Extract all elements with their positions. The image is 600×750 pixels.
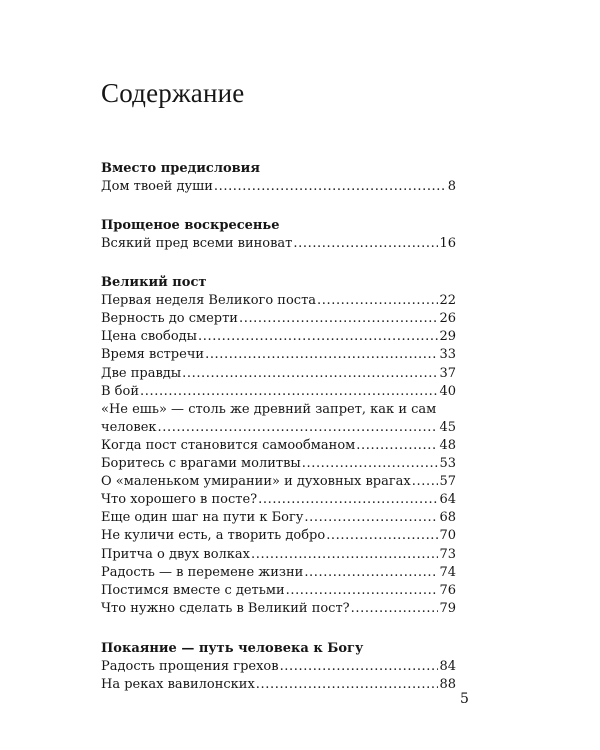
dot-leader [205, 346, 438, 364]
entry-title: О «маленьком умирании» и духовных врагах [101, 474, 411, 490]
toc-entry [101, 509, 456, 527]
dot-leader [317, 292, 438, 310]
toc-entry [101, 564, 456, 582]
toc-entry [101, 328, 456, 346]
entry-page: 74 [439, 564, 456, 580]
entry-page: 33 [439, 347, 456, 363]
entry-page: 45 [439, 419, 456, 435]
entry-title: Радость — в перемене жизни [101, 564, 304, 580]
dot-leader [302, 455, 439, 473]
dot-leader [351, 600, 439, 618]
entry-title: человек [101, 419, 157, 435]
entry-title: Первая неделя Великого поста [101, 293, 317, 309]
entry-page: 29 [439, 329, 456, 345]
entry-title: На реках вавилонских [101, 676, 255, 692]
section-heading: Прощеное воскресенье [101, 218, 280, 234]
entry-title: Еще один шаг на пути к Богу [101, 510, 304, 526]
entry-title-first-line: «Не ешь» — столь же древний запрет, как и сам [101, 401, 437, 417]
dot-leader [158, 419, 439, 437]
entry-page: 8 [447, 179, 456, 194]
section-heading: Покаяние — путь человека к Богу [101, 640, 364, 656]
section-heading: Вместо предисловия [101, 161, 260, 176]
dot-leader [198, 328, 438, 346]
entry-page: 48 [439, 437, 456, 453]
toc-entry [101, 437, 456, 455]
dot-leader [214, 178, 447, 196]
dot-leader [182, 365, 438, 383]
page-title: Содержание [101, 78, 245, 108]
toc-entry [101, 455, 456, 473]
toc-entry [101, 178, 456, 196]
toc-entry [101, 658, 456, 676]
dot-leader [293, 235, 438, 253]
toc-entry [101, 546, 456, 564]
entry-page: 26 [439, 311, 456, 327]
toc-entry [101, 600, 456, 618]
page-number: 5 [460, 691, 469, 707]
entry-title: Не куличи есть, а творить добро [101, 528, 326, 544]
dot-leader [256, 676, 439, 694]
dot-leader [326, 527, 438, 545]
entry-page: 22 [439, 293, 456, 309]
dot-leader [412, 473, 439, 491]
entry-page: 84 [439, 658, 456, 674]
toc-entry [101, 676, 456, 694]
entry-page: 88 [439, 676, 456, 692]
dot-leader [140, 383, 438, 401]
entry-title: В бой [101, 383, 140, 399]
entry-title: Постимся вместе с детьми [101, 582, 285, 598]
entry-page: 37 [439, 365, 456, 381]
table-of-contents [101, 159, 456, 694]
entry-title: Радость прощения грехов [101, 658, 279, 674]
toc-entry [101, 527, 456, 545]
section-heading: Великий пост [101, 275, 207, 291]
entry-title: Верность до смерти [101, 311, 238, 327]
toc-entry [101, 491, 456, 509]
entry-page: 64 [439, 492, 456, 508]
dot-leader [286, 582, 439, 600]
entry-title: Боритесь с врагами молитвы [101, 456, 301, 472]
entry-page: 76 [439, 582, 456, 598]
dot-leader [304, 509, 438, 527]
dot-leader [239, 310, 438, 328]
toc-entry [101, 346, 456, 364]
entry-title: Время встречи [101, 347, 205, 363]
entry-page: 57 [439, 474, 456, 490]
entry-page: 16 [439, 236, 456, 252]
entry-title: Притча о двух волках [101, 546, 250, 562]
entry-title: Всякий пред всеми виноват [101, 236, 293, 252]
entry-page: 68 [439, 510, 456, 526]
dot-leader [304, 564, 438, 582]
entry-title: Что нужно сделать в Великий пост? [101, 600, 350, 616]
toc-entry [101, 292, 456, 310]
dot-leader [258, 491, 438, 509]
entry-page: 53 [439, 456, 456, 472]
entry-page: 40 [439, 383, 456, 399]
toc-entry [101, 383, 456, 401]
dot-leader [356, 437, 438, 455]
dot-leader [251, 546, 438, 564]
toc-entry [101, 582, 456, 600]
toc-entry [101, 310, 456, 328]
toc-entry [101, 473, 456, 491]
toc-entry [101, 419, 456, 437]
entry-title: Цена свободы [101, 329, 198, 345]
entry-page: 70 [439, 528, 456, 544]
entry-title: Дом твоей души [101, 179, 213, 194]
entry-title: Две правды [101, 365, 182, 381]
entry-page: 79 [439, 600, 456, 616]
entry-title: Когда пост становится самообманом [101, 437, 356, 453]
toc-entry [101, 365, 456, 383]
dot-leader [280, 658, 439, 676]
entry-page: 73 [439, 546, 456, 562]
toc-entry [101, 235, 456, 253]
entry-title: Что хорошего в посте? [101, 492, 258, 508]
